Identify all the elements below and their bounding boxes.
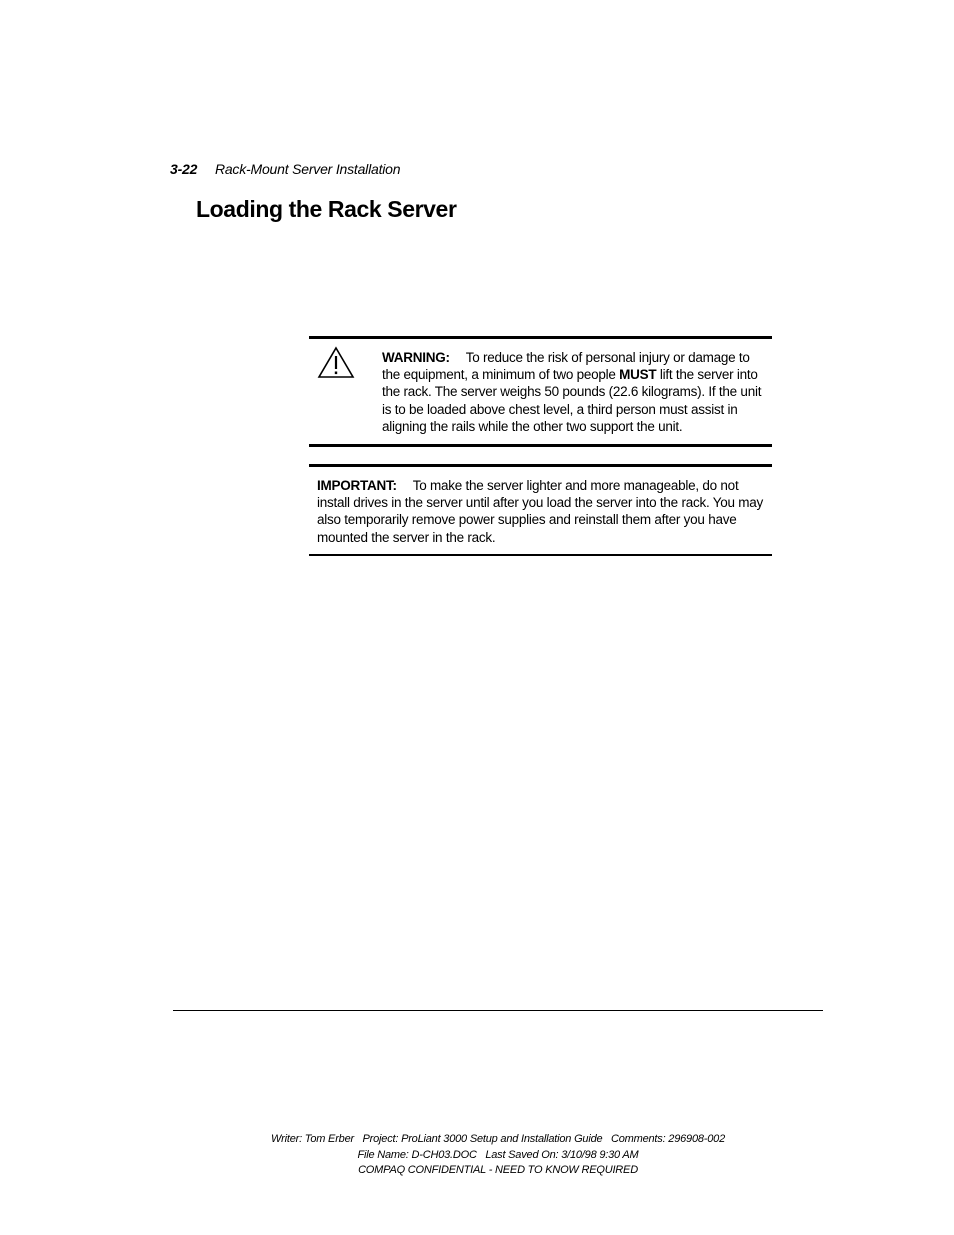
important-box [309, 464, 772, 556]
warning-text [382, 349, 762, 435]
important-label: IMPORTANT: [317, 478, 397, 493]
important-text [317, 477, 765, 546]
section-title: Loading the Rack Server [196, 196, 457, 222]
footer [173, 1132, 823, 1179]
footer-line-1: Writer: Tom Erber Project: ProLiant 3000 Setup and Installation Guide Comments: 296908-002 [270, 1133, 726, 1145]
warning-text-after: lift the server into the rack. The server weighs 50 pounds (22.6 kilograms). If the unit is to be loaded above chest level, a third person must assist in aligning the rails while the other two support the unit. [382, 367, 762, 434]
warning-box [309, 336, 772, 447]
page-number: 3-22 [170, 161, 198, 177]
warning-triangle-icon [317, 345, 355, 379]
footer-rule [173, 1010, 823, 1011]
warning-text-before: To reduce the risk of personal injury or damage to the equipment, a minimum of two people [382, 350, 750, 383]
important-body: To make the server lighter and more manageable, do not install drives in the server until after you load the server into the rack. You may also temporarily remove power supplies and reinstall them after you have mounted the server in the rack. [317, 478, 763, 545]
warning-emphasis: MUST [619, 367, 657, 383]
footer-line-3: COMPAQ CONFIDENTIAL - NEED TO KNOW REQUIRED [358, 1164, 638, 1176]
chapter-title: Rack-Mount Server Installation [214, 161, 401, 177]
running-head [170, 161, 400, 177]
warning-label: WARNING: [382, 350, 450, 365]
footer-line-2: File Name: D-CH03.DOC Last Saved On: 3/10/98 9:30 AM [357, 1148, 639, 1161]
